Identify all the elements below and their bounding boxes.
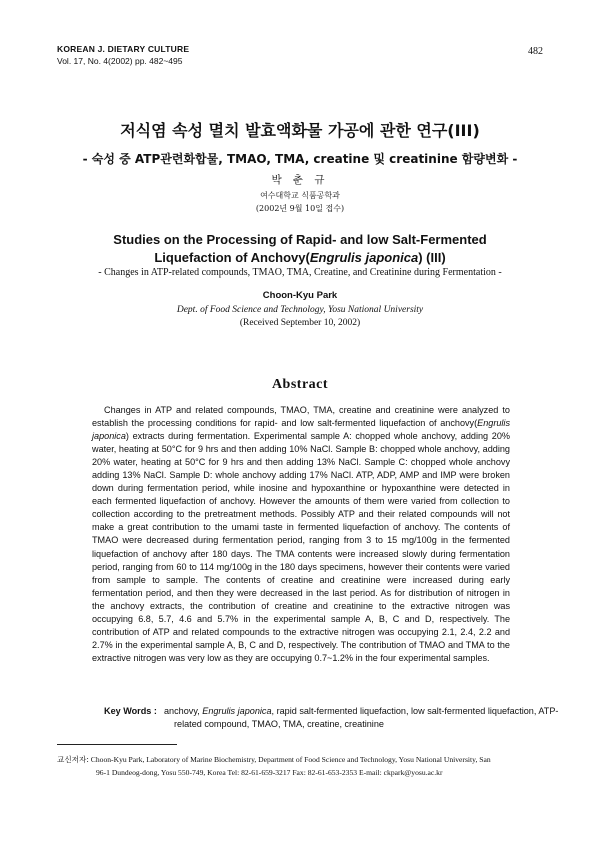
english-title-suffix: ) (III) — [418, 250, 446, 265]
keywords-text-part-2: , rapid salt-fermented liquefaction, low salt-fermented liquefaction, ATP-related compound, TMAO, TMA, creatine, creatinine — [174, 706, 559, 730]
english-title-line-1: Studies on the Processing of Rapid- and low Salt-Fermented — [113, 232, 487, 247]
keywords-species: Engrulis japonica — [202, 706, 272, 716]
abstract-heading: Abstract — [271, 377, 329, 392]
english-title — [0, 231, 600, 267]
keywords-label: Key Words : — [104, 706, 157, 716]
journal-volume-info: Vol. 17, No. 4(2002) pp. 482~495 — [57, 56, 183, 66]
footnote-line-2: 96-1 Dundeog-dong, Yosu 550-749, Korea Tel: 82-61-659-3217 Fax: 82-61-653-2353 E-mail: ckpark@yosu.ac.kr — [96, 768, 443, 777]
english-subtitle: - Changes in ATP-related compounds, TMAO, TMA, Creatine, and Creatinine during Fermentation - — [98, 267, 502, 278]
korean-author: 박 춘 규 — [271, 174, 329, 186]
journal-header — [57, 44, 189, 66]
keywords-text-part-1: anchovy, — [164, 706, 203, 716]
english-title-line-2: Liquefaction of Anchovy( — [154, 250, 310, 265]
abstract-species: Engrulis japonica — [92, 418, 510, 442]
korean-affiliation: 여수대학교 식품공학과 — [260, 191, 340, 200]
journal-name: KOREAN J. DIETARY CULTURE — [57, 44, 190, 54]
korean-subtitle: - 숙성 중 ATP관련화합물, TMAO, TMA, creatine 및 creatinine 함량변화 - — [82, 152, 518, 166]
abstract-text-part-1: Changes in ATP and related compounds, TMAO, TMA, creatine and creatinine were analyzed to establish the processing conditions for rapid- and low salt-fermented liquefaction of anchovy( — [92, 405, 510, 429]
page-number: 482 — [528, 46, 543, 57]
abstract-body — [92, 404, 510, 665]
footnote-line-1: Choon-Kyu Park, Laboratory of Marine Biochemistry, Department of Food Science and Technology, Yosu National University, San — [88, 755, 491, 764]
footnote-label: 교신저자: — [57, 755, 89, 764]
footnote-divider — [57, 744, 177, 745]
keywords — [104, 705, 584, 731]
korean-title: 저식염 속성 멸치 발효액화물 가공에 관한 연구(III) — [120, 121, 480, 140]
english-affiliation: Dept. of Food Science and Technology, Yosu National University — [176, 305, 424, 315]
abstract-text-part-2: ) extracts during fermentation. Experimental sample A: chopped whole anchovy, adding 20% water, heating at 50°C for 9 hrs and then adding 10% NaCl. Sample B: chopped whole anchovy, adding 20% water, heating at 50°C for 9 hrs and then adding 13% NaCl. Sample C: chopped whole anchovy adding 13% NaCl. Sample D: whole anchovy adding 17% NaCl. ATP, ADP, AMP and IMP were broken down during fermentation period, while inosine and hypoxanthine or hypoxanthine were detected in each fermented liquefaction of anchovy. However the amounts of them were varied from collection to collection according to the pretreatment methods. Possibly ATP and their related compounds will not make a great contribution to the umami taste in fermented liquefaction of anchovy. The contents of TMAO were decreased during fermentation period, ranging from 3 to 15 mg/100g in the fermented liquefaction of anchovy after 180 days. The TMA contents were increased slowly during fermentation period, ranging from 60 to 114 mg/100g in the 180 days specimens, however their contents were varied from sample to sample. The contents of creatine and creatinine were increased during early fermentation period, and then they were decreased in the last period. As for distribution of nitrogen in the anchovy extracts, the contribution of creatine and creatinine to the extractive nitrogen was occupying 6.8, 5.7, 4.6 and 5.7% in the experimental sample A, B, C and D, respectively. The contribution of ATP and related compounds to the extractive nitrogen was occupying 2.1, 2.4, 2.2 and 2.7% in the experimental sample A, B, C and D, respectively. The contribution of TMAO and TMA to the extractive nitrogen was very low as they are occupying 0.7~1.2% in the four experimental samples. — [92, 431, 510, 663]
korean-received-date: (2002년 9월 10일 접수) — [255, 204, 345, 213]
corresponding-author-footnote — [57, 753, 547, 779]
english-author: Choon-Kyu Park — [262, 290, 338, 301]
english-received-date: (Received September 10, 2002) — [239, 318, 361, 328]
english-title-species: Engrulis japonica — [309, 250, 419, 265]
